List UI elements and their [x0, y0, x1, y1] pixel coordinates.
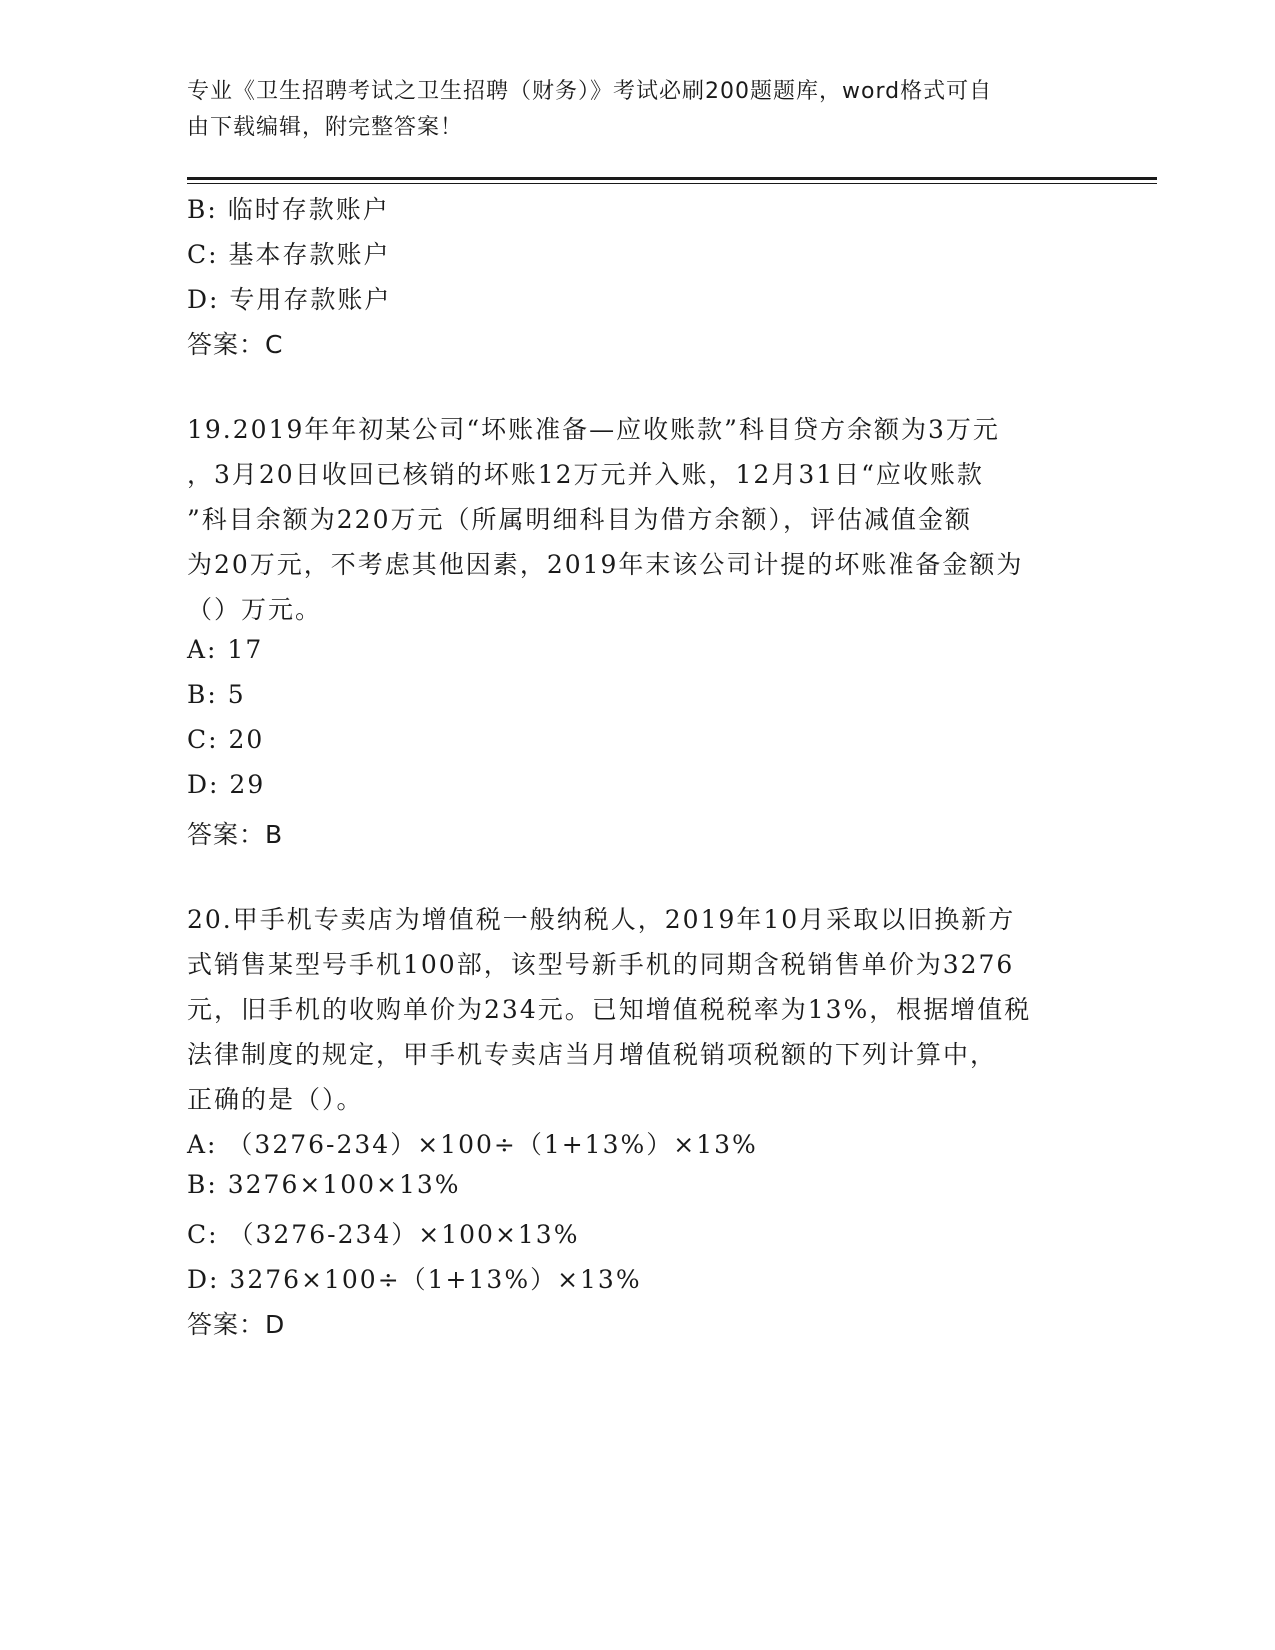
q20-option-a: A: （3276-234）×100÷（1+13%）×13%	[187, 1130, 758, 1159]
q20-option-b: B: 3276×100×13%	[187, 1170, 461, 1199]
q19-answer: 答案：B	[187, 820, 284, 849]
document-header	[187, 74, 1067, 146]
q20-option-d: D: 3276×100÷（1+13%）×13%	[187, 1265, 642, 1294]
q19-stem-line-5: （）万元。	[187, 595, 323, 624]
q19-option-b: B: 5	[187, 680, 246, 709]
q20-stem-line-3: 元，旧手机的收购单价为234元。已知增值税税率为13%，根据增值税	[187, 995, 1032, 1024]
q19-stem-line-1: 19.2019年年初某公司“坏账准备—应收账款”科目贷方余额为3万元	[187, 415, 1000, 444]
q19-option-c: C: 20	[187, 725, 265, 754]
q20-option-c: C: （3276-234）×100×13%	[187, 1220, 580, 1249]
q19-stem-line-4: 为20万元，不考虑其他因素，2019年末该公司计提的坏账准备金额为	[187, 550, 1024, 579]
q18-option-b: B: 临时存款账户	[187, 195, 390, 224]
q20-stem-line-2: 式销售某型号手机100部，该型号新手机的同期含税销售单价为3276	[187, 950, 1015, 979]
q20-stem-line-4: 法律制度的规定，甲手机专卖店当月增值税销项税额的下列计算中，	[187, 1040, 998, 1069]
header-divider-thin	[187, 183, 1157, 184]
q19-option-d: D: 29	[187, 770, 266, 799]
q18-answer: 答案：C	[187, 330, 284, 359]
q19-option-a: A: 17	[187, 635, 264, 664]
header-line-2: 由下载编辑，附完整答案！	[187, 115, 464, 140]
q20-stem-line-5: 正确的是（）。	[187, 1085, 364, 1114]
q20-answer: 答案：D	[187, 1310, 286, 1339]
q20-stem-line-1: 20.甲手机专卖店为增值税一般纳税人，2019年10月采取以旧换新方	[187, 905, 1016, 934]
header-line-1: 专业《卫生招聘考试之卫生招聘（财务）》考试必刷200题题库，word格式可自	[187, 79, 993, 104]
q18-option-d: D: 专用存款账户	[187, 285, 392, 314]
q19-stem-line-3: ”科目余额为220万元（所属明细科目为借方余额），评估减值金额	[187, 505, 973, 534]
q18-option-c: C: 基本存款账户	[187, 240, 391, 269]
header-divider-thick	[187, 177, 1157, 180]
q19-stem-line-2: ，3月20日收回已核销的坏账12万元并入账，12月31日“应收账款	[187, 460, 984, 489]
